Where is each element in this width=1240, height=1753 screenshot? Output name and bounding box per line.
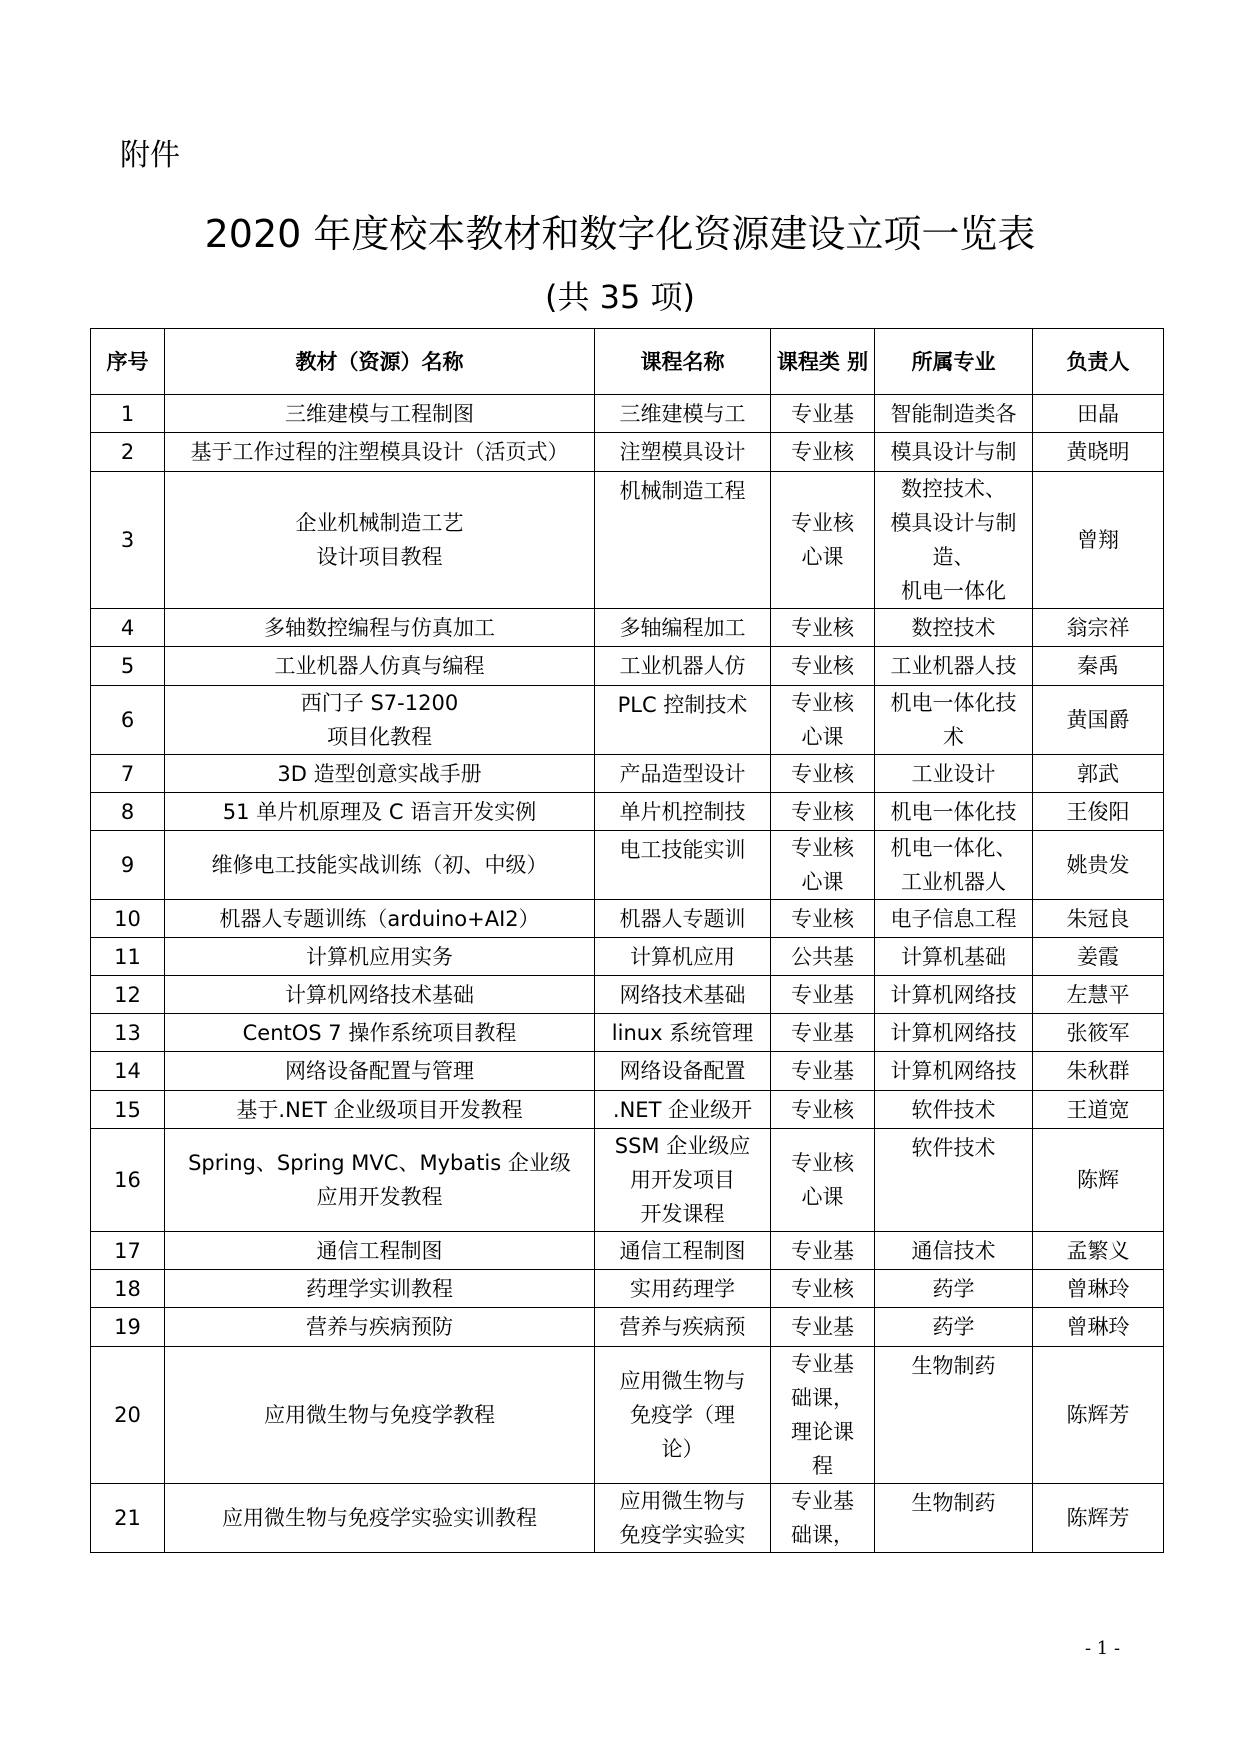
- cell-text: 计算机基础: [901, 945, 1006, 969]
- cell-text: 3D 造型创意实战手册: [277, 761, 482, 786]
- table-row: [91, 647, 1164, 686]
- attachment-label: 附件: [120, 138, 180, 173]
- cell-major: [875, 1484, 1033, 1553]
- cell-text: 13: [114, 1020, 141, 1045]
- cell-index: [91, 1270, 165, 1308]
- cell-course-type: [771, 609, 875, 647]
- cell-text: 应用微生物与 免疫学（理 论）: [619, 1369, 746, 1461]
- cell-text: 2: [120, 440, 135, 464]
- cell-major: [875, 609, 1033, 647]
- cell-text: 专业基: [791, 1021, 854, 1045]
- cell-index: [91, 1129, 165, 1232]
- cell-text: 机电一体化、 工业机器人: [890, 836, 1017, 894]
- cell-index: [91, 472, 165, 609]
- cell-text: 公共基: [791, 945, 854, 969]
- cell-text: 网络技术基础: [619, 983, 746, 1007]
- cell-index: [91, 686, 165, 755]
- cell-text: 计算机应用实务: [306, 944, 453, 969]
- cell-owner: [1033, 1270, 1164, 1308]
- cell-owner: [1033, 433, 1164, 472]
- cell-index: [91, 831, 165, 900]
- table-row: [91, 395, 1164, 433]
- cell-index: [91, 1347, 165, 1484]
- cell-index: [91, 900, 165, 938]
- cell-major: [875, 900, 1033, 938]
- cell-material-name: [165, 686, 595, 755]
- cell-text: 软件技术: [911, 1098, 996, 1122]
- cell-text: 黄晓明: [1066, 440, 1130, 464]
- cell-major: [875, 1014, 1033, 1052]
- cell-text: 左慧平: [1066, 982, 1130, 1007]
- cell-text: 机电一体化技: [890, 800, 1017, 824]
- cell-text: 专业核 心课: [791, 511, 854, 569]
- cell-text: 机器人专题训练（arduino+AI2）: [219, 906, 540, 931]
- cell-material-name: [165, 900, 595, 938]
- cell-text: 黄国爵: [1066, 708, 1130, 732]
- cell-material-name: [165, 1270, 595, 1308]
- cell-text: 药学: [932, 1315, 975, 1339]
- table-row: [91, 1232, 1164, 1270]
- cell-owner: [1033, 686, 1164, 755]
- cell-material-name: [165, 976, 595, 1014]
- table-row: [91, 1014, 1164, 1052]
- cell-text: 专业核: [791, 440, 854, 464]
- cell-course-name: [595, 938, 771, 976]
- cell-course-type: [771, 1232, 875, 1270]
- cell-course-type: [771, 686, 875, 755]
- cell-text: 17: [114, 1238, 141, 1263]
- cell-text: 翁宗祥: [1066, 615, 1130, 640]
- cell-index: [91, 793, 165, 831]
- table-row: [91, 609, 1164, 647]
- table-row: [91, 900, 1164, 938]
- cell-material-name: [165, 831, 595, 900]
- table-row: [91, 433, 1164, 472]
- cell-text: 陈辉芳: [1066, 1506, 1130, 1530]
- table-row: [91, 1484, 1164, 1553]
- cell-text: 机器人专题训: [619, 907, 746, 931]
- cell-text: 应用微生物与 免疫学实验实: [619, 1489, 746, 1547]
- header-major: 所属专业: [875, 329, 1033, 395]
- cell-owner: [1033, 1347, 1164, 1484]
- cell-material-name: [165, 472, 595, 609]
- cell-text: 计算机网络技: [890, 1059, 1017, 1083]
- cell-index: [91, 433, 165, 472]
- cell-major: [875, 831, 1033, 900]
- cell-text: 秦禹: [1077, 654, 1119, 678]
- cell-text: 3: [120, 528, 135, 552]
- cell-text: 机械制造工程: [619, 479, 746, 503]
- cell-course-type: [771, 938, 875, 976]
- cell-index: [91, 647, 165, 686]
- cell-text: 田晶: [1077, 401, 1119, 426]
- cell-material-name: [165, 1091, 595, 1129]
- cell-text: 陈辉芳: [1066, 1403, 1130, 1427]
- cell-course-type: [771, 1270, 875, 1308]
- cell-major: [875, 1129, 1033, 1232]
- cell-text: 计算机网络技: [890, 1021, 1017, 1045]
- cell-text: 4: [120, 615, 135, 640]
- cell-course-name: [595, 755, 771, 793]
- table-row: [91, 755, 1164, 793]
- cell-text: 通信工程制图: [619, 1239, 746, 1263]
- cell-course-name: [595, 395, 771, 433]
- header-material-name: 教材（资源）名称: [165, 329, 595, 395]
- cell-major: [875, 793, 1033, 831]
- cell-text: 药学: [932, 1277, 975, 1301]
- cell-text: 专业基 础课， 理论课 程: [791, 1352, 854, 1478]
- cell-course-type: [771, 900, 875, 938]
- cell-text: 19: [114, 1315, 141, 1339]
- cell-material-name: [165, 793, 595, 831]
- page-number: - 1 -: [1085, 1638, 1121, 1659]
- cell-index: [91, 1484, 165, 1553]
- header-course-type: 课程类 别: [771, 329, 875, 395]
- cell-course-name: [595, 900, 771, 938]
- cell-owner: [1033, 900, 1164, 938]
- cell-material-name: [165, 1347, 595, 1484]
- cell-course-type: [771, 433, 875, 472]
- cell-owner: [1033, 395, 1164, 433]
- cell-text: 8: [120, 799, 135, 824]
- cell-course-name: [595, 1270, 771, 1308]
- cell-text: 专业基: [791, 1239, 854, 1263]
- cell-owner: [1033, 1014, 1164, 1052]
- cell-text: 工业机器人仿真与编程: [274, 654, 485, 678]
- cell-text: 1: [120, 401, 135, 426]
- cell-owner: [1033, 1091, 1164, 1129]
- cell-course-type: [771, 647, 875, 686]
- cell-text: 注塑模具设计: [619, 440, 746, 464]
- cell-text: 曾琳玲: [1066, 1276, 1130, 1301]
- cell-text: 工业机器人技: [890, 654, 1017, 678]
- cell-text: 朱秋群: [1066, 1059, 1130, 1083]
- cell-course-type: [771, 755, 875, 793]
- cell-course-name: [595, 793, 771, 831]
- cell-text: 维修电工技能实战训练（初、中级）: [211, 853, 548, 877]
- cell-text: 工业设计: [911, 762, 996, 786]
- cell-owner: [1033, 831, 1164, 900]
- cell-text: SSM 企业级应 用开发项目 开发课程: [614, 1134, 751, 1226]
- cell-text: 专业基: [791, 1059, 854, 1083]
- table-row: [91, 472, 1164, 609]
- cell-course-name: [595, 1232, 771, 1270]
- cell-text: 电子信息工程: [890, 907, 1017, 931]
- header-course-name: 课程名称: [595, 329, 771, 395]
- cell-owner: [1033, 1052, 1164, 1091]
- table-header-row: [91, 329, 1164, 395]
- cell-text: 专业核: [791, 616, 854, 640]
- cell-material-name: [165, 1484, 595, 1553]
- cell-text: 网络设备配置: [619, 1059, 746, 1083]
- cell-text: Spring、Spring MVC、Mybatis 企业级 应用开发教程: [188, 1151, 571, 1209]
- cell-text: 专业核 心课: [791, 1151, 854, 1209]
- cell-text: 生物制药: [911, 1491, 996, 1515]
- cell-text: 王道宽: [1066, 1097, 1130, 1122]
- cell-text: 7: [120, 761, 135, 786]
- cell-course-type: [771, 1091, 875, 1129]
- cell-course-type: [771, 1308, 875, 1347]
- cell-course-type: [771, 1052, 875, 1091]
- cell-text: 营养与疾病预防: [306, 1315, 453, 1339]
- cell-text: 网络设备配置与管理: [285, 1059, 474, 1083]
- cell-text: CentOS 7 操作系统项目教程: [242, 1020, 517, 1045]
- cell-index: [91, 1232, 165, 1270]
- cell-major: [875, 433, 1033, 472]
- cell-text: 基于工作过程的注塑模具设计（活页式）: [190, 440, 569, 464]
- cell-major: [875, 686, 1033, 755]
- cell-course-name: [595, 1484, 771, 1553]
- cell-owner: [1033, 1232, 1164, 1270]
- cell-text: 专业核 心课: [791, 836, 854, 894]
- cell-text: 专业核: [791, 654, 854, 678]
- cell-major: [875, 1347, 1033, 1484]
- table-row: [91, 1052, 1164, 1091]
- cell-index: [91, 938, 165, 976]
- cell-text: 通信工程制图: [316, 1238, 443, 1263]
- cell-text: 陈辉: [1077, 1168, 1119, 1192]
- table-row: [91, 1270, 1164, 1308]
- cell-course-type: [771, 976, 875, 1014]
- table-row: [91, 831, 1164, 900]
- cell-course-type: [771, 793, 875, 831]
- cell-text: 应用微生物与免疫学教程: [264, 1403, 495, 1427]
- cell-text: 专业基: [791, 402, 854, 426]
- cell-text: 11: [114, 944, 141, 969]
- cell-course-name: [595, 686, 771, 755]
- header-owner: 负责人: [1033, 329, 1164, 395]
- cell-text: 姜霞: [1077, 944, 1119, 969]
- table-row: [91, 938, 1164, 976]
- cell-text: 多轴编程加工: [619, 616, 746, 640]
- cell-text: 专业核 心课: [791, 691, 854, 749]
- cell-material-name: [165, 1052, 595, 1091]
- cell-text: 西门子 S7-1200 项目化教程: [300, 691, 459, 749]
- cell-text: 计算机应用: [630, 945, 735, 969]
- cell-text: 专业核: [791, 907, 854, 931]
- cell-material-name: [165, 938, 595, 976]
- table-row: [91, 1091, 1164, 1129]
- cell-text: 15: [114, 1097, 141, 1122]
- cell-text: 应用微生物与免疫学实验实训教程: [222, 1506, 537, 1530]
- cell-text: 朱冠良: [1066, 906, 1130, 931]
- cell-text: 张筱军: [1066, 1020, 1130, 1045]
- cell-text: 12: [114, 982, 141, 1007]
- cell-text: 专业基: [791, 1315, 854, 1339]
- cell-text: 多轴数控编程与仿真加工: [264, 615, 495, 640]
- cell-text: 计算机网络技术基础: [285, 982, 474, 1007]
- table-row: [91, 686, 1164, 755]
- cell-course-name: [595, 472, 771, 609]
- cell-course-type: [771, 1129, 875, 1232]
- cell-text: 专业基: [791, 983, 854, 1007]
- cell-course-type: [771, 472, 875, 609]
- cell-text: 姚贵发: [1066, 853, 1130, 877]
- cell-text: 三维建模与工: [619, 402, 746, 426]
- cell-course-name: [595, 976, 771, 1014]
- cell-text: 6: [120, 708, 135, 732]
- cell-owner: [1033, 647, 1164, 686]
- cell-text: 9: [120, 853, 135, 877]
- cell-index: [91, 1052, 165, 1091]
- cell-course-name: [595, 1129, 771, 1232]
- cell-owner: [1033, 793, 1164, 831]
- cell-course-name: [595, 1308, 771, 1347]
- cell-owner: [1033, 976, 1164, 1014]
- cell-owner: [1033, 1308, 1164, 1347]
- table-row: [91, 976, 1164, 1014]
- cell-text: 专业核: [791, 1098, 854, 1122]
- cell-major: [875, 1232, 1033, 1270]
- cell-text: 生物制药: [911, 1354, 996, 1378]
- cell-material-name: [165, 433, 595, 472]
- cell-text: 单片机控制技: [619, 800, 746, 824]
- cell-major: [875, 1091, 1033, 1129]
- cell-course-type: [771, 1014, 875, 1052]
- cell-index: [91, 609, 165, 647]
- cell-text: PLC 控制技术: [617, 693, 748, 717]
- cell-index: [91, 1308, 165, 1347]
- cell-course-type: [771, 1484, 875, 1553]
- cell-text: 51 单片机原理及 C 语言开发实例: [222, 799, 537, 824]
- cell-owner: [1033, 609, 1164, 647]
- cell-text: 曾翔: [1077, 528, 1119, 552]
- cell-index: [91, 1091, 165, 1129]
- cell-major: [875, 395, 1033, 433]
- cell-text: 营养与疾病预: [619, 1315, 746, 1339]
- cell-text: 14: [114, 1059, 141, 1083]
- cell-material-name: [165, 647, 595, 686]
- cell-index: [91, 395, 165, 433]
- cell-course-name: [595, 1091, 771, 1129]
- cell-text: 20: [114, 1403, 141, 1427]
- cell-text: 专业核: [791, 800, 854, 824]
- cell-material-name: [165, 395, 595, 433]
- cell-text: 实用药理学: [630, 1277, 735, 1301]
- cell-text: 21: [114, 1506, 141, 1530]
- cell-major: [875, 647, 1033, 686]
- cell-owner: [1033, 472, 1164, 609]
- cell-text: 药理学实训教程: [306, 1276, 453, 1301]
- cell-course-name: [595, 1014, 771, 1052]
- cell-text: 数控技术、 模具设计与制 造、 机电一体化: [890, 477, 1017, 603]
- cell-index: [91, 1014, 165, 1052]
- cell-course-name: [595, 433, 771, 472]
- cell-text: 王俊阳: [1066, 799, 1130, 824]
- cell-owner: [1033, 755, 1164, 793]
- cell-course-name: [595, 647, 771, 686]
- cell-material-name: [165, 1232, 595, 1270]
- cell-text: 孟繁义: [1066, 1238, 1130, 1263]
- cell-major: [875, 938, 1033, 976]
- cell-text: 10: [114, 906, 141, 931]
- cell-course-name: [595, 609, 771, 647]
- cell-owner: [1033, 1129, 1164, 1232]
- cell-text: 16: [114, 1168, 141, 1192]
- cell-text: 5: [120, 654, 135, 678]
- cell-text: 工业机器人仿: [619, 654, 746, 678]
- cell-text: 模具设计与制: [890, 440, 1017, 464]
- cell-text: 专业核: [791, 762, 854, 786]
- cell-major: [875, 976, 1033, 1014]
- cell-major: [875, 1308, 1033, 1347]
- cell-course-type: [771, 395, 875, 433]
- cell-text: .NET 企业级开: [612, 1098, 753, 1122]
- table-row: [91, 1308, 1164, 1347]
- cell-material-name: [165, 1308, 595, 1347]
- cell-text: linux 系统管理: [611, 1021, 754, 1045]
- cell-text: 基于.NET 企业级项目开发教程: [236, 1097, 523, 1122]
- cell-text: 企业机械制造工艺 设计项目教程: [295, 511, 464, 569]
- table-row: [91, 793, 1164, 831]
- table-row: [91, 1129, 1164, 1232]
- cell-text: 产品造型设计: [619, 762, 746, 786]
- cell-text: 电工技能实训: [619, 838, 746, 862]
- cell-text: 18: [114, 1276, 141, 1301]
- cell-text: 通信技术: [911, 1239, 996, 1263]
- cell-course-name: [595, 1347, 771, 1484]
- cell-index: [91, 755, 165, 793]
- cell-text: 机电一体化技 术: [890, 691, 1017, 749]
- cell-material-name: [165, 1129, 595, 1232]
- cell-text: 曾琳玲: [1066, 1315, 1130, 1339]
- cell-text: 计算机网络技: [890, 983, 1017, 1007]
- cell-text: 智能制造类各: [890, 402, 1017, 426]
- cell-course-type: [771, 1347, 875, 1484]
- cell-owner: [1033, 938, 1164, 976]
- cell-major: [875, 472, 1033, 609]
- cell-course-name: [595, 1052, 771, 1091]
- cell-material-name: [165, 1014, 595, 1052]
- cell-text: 软件技术: [911, 1136, 996, 1160]
- cell-index: [91, 976, 165, 1014]
- project-table: [90, 328, 1164, 1553]
- document-title: 2020 年度校本教材和数字化资源建设立项一览表: [204, 212, 1036, 256]
- cell-material-name: [165, 755, 595, 793]
- cell-owner: [1033, 1484, 1164, 1553]
- cell-major: [875, 1270, 1033, 1308]
- cell-text: 郭武: [1077, 761, 1119, 786]
- table-row: [91, 1347, 1164, 1484]
- cell-text: 专业核: [791, 1277, 854, 1301]
- cell-text: 专业基 础课，: [791, 1489, 854, 1547]
- cell-material-name: [165, 609, 595, 647]
- document-subtitle: (共 35 项): [544, 278, 696, 316]
- cell-major: [875, 1052, 1033, 1091]
- cell-major: [875, 755, 1033, 793]
- cell-text: 三维建模与工程制图: [285, 401, 474, 426]
- cell-course-type: [771, 831, 875, 900]
- header-index: 序号: [91, 329, 165, 395]
- cell-text: 数控技术: [911, 616, 996, 640]
- cell-course-name: [595, 831, 771, 900]
